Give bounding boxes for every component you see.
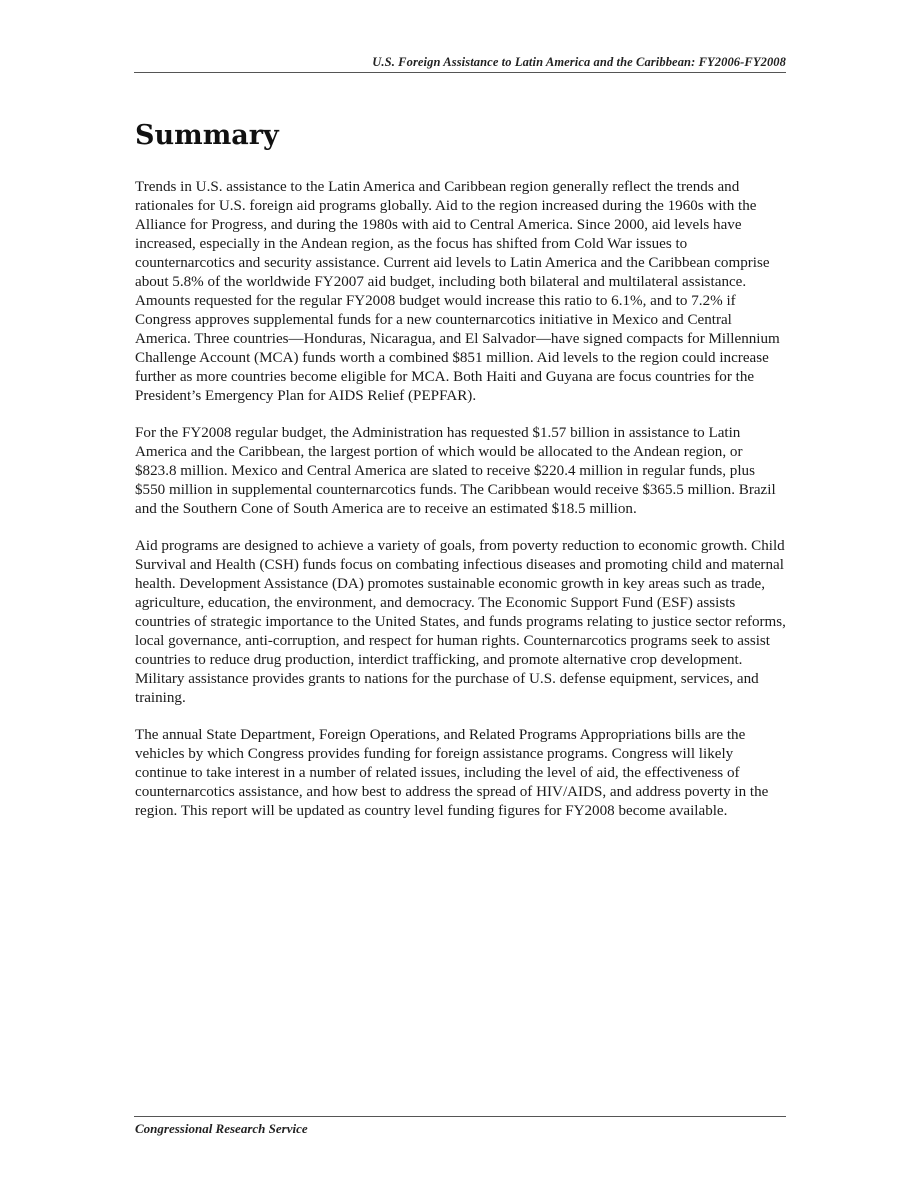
- running-header: U.S. Foreign Assistance to Latin America and the Caribbean: FY2006-FY2008: [372, 55, 786, 69]
- paragraph-aid-programs: Aid programs are designed to achieve a variety of goals, from poverty reduction to economic growth. Child Survival and Health (CSH) funds focus on combating infectious diseases and promoting child and maternal health. Development Assistance (DA) promotes sustainable economic growth in key areas such as trade, agriculture, education, the environment, and democracy. The Economic Support Fund (ESF) assists countries of strategic importance to the United States, and funds programs relating to justice sector reforms, local governance, anti-corruption, and respect for human rights. Counternarcotics programs seek to assist countries to reduce drug production, interdict trafficking, and promote alternative crop development. Military assistance provides grants to nations for the purchase of U.S. defense equipment, services, and training.: [135, 538, 786, 706]
- paragraph-trends: Trends in U.S. assistance to the Latin America and Caribbean region generally reflect the trends and rationales for U.S. foreign aid programs globally. Aid to the region increased during the 1960s with the Alliance for Progress, and during the 1980s with aid to Central America. Since 2000, aid levels have increased, especially in the Andean region, as the focus has shifted from Cold War issues to counternarcotics and security assistance. Current aid levels to Latin America and the Caribbean comprise about 5.8% of the worldwide FY2007 aid budget, including both bilateral and multilateral assistance. Amounts requested for the regular FY2008 budget would increase this ratio to 6.1%, and to 7.2% if Congress approves supplemental funds for a new counternarcotics initiative in Mexico and Central America. Three countries—Honduras, Nicaragua, and El Salvador—have signed compacts for Millennium Challenge Account (MCA) funds worth a combined $851 million. Aid levels to the region could increase further as more countries become eligible for MCA. Both Haiti and Guyana are focus countries for the President’s Emergency Plan for AIDS Relief (PEPFAR).: [135, 179, 780, 404]
- paragraph-fy2008-budget: For the FY2008 regular budget, the Administration has requested $1.57 billion in assistance to Latin America and the Caribbean, the largest portion of which would be allocated to the Andean region, or $823.8 million. Mexico and Central America are slated to receive $220.4 million in regular funds, plus $550 million in supplemental counternarcotics funds. The Caribbean would receive $365.5 million. Brazil and the Southern Cone of South America are to receive an estimated $18.5 million.: [135, 425, 776, 517]
- paragraph-appropriations: The annual State Department, Foreign Operations, and Related Programs Appropriations bills are the vehicles by which Congress provides funding for foreign assistance programs. Congress will likely continue to take interest in a number of related issues, including the level of aid, the effectiveness of counternarcotics assistance, and how best to address the spread of HIV/AIDS, and address poverty in the region. This report will be updated as country level funding figures for FY2008 become available.: [135, 727, 769, 819]
- header-divider: [134, 72, 786, 73]
- page-title: Summary: [135, 120, 279, 151]
- running-footer: Congressional Research Service: [135, 1121, 308, 1136]
- footer-divider: [134, 1116, 786, 1117]
- summary-body: [135, 178, 787, 839]
